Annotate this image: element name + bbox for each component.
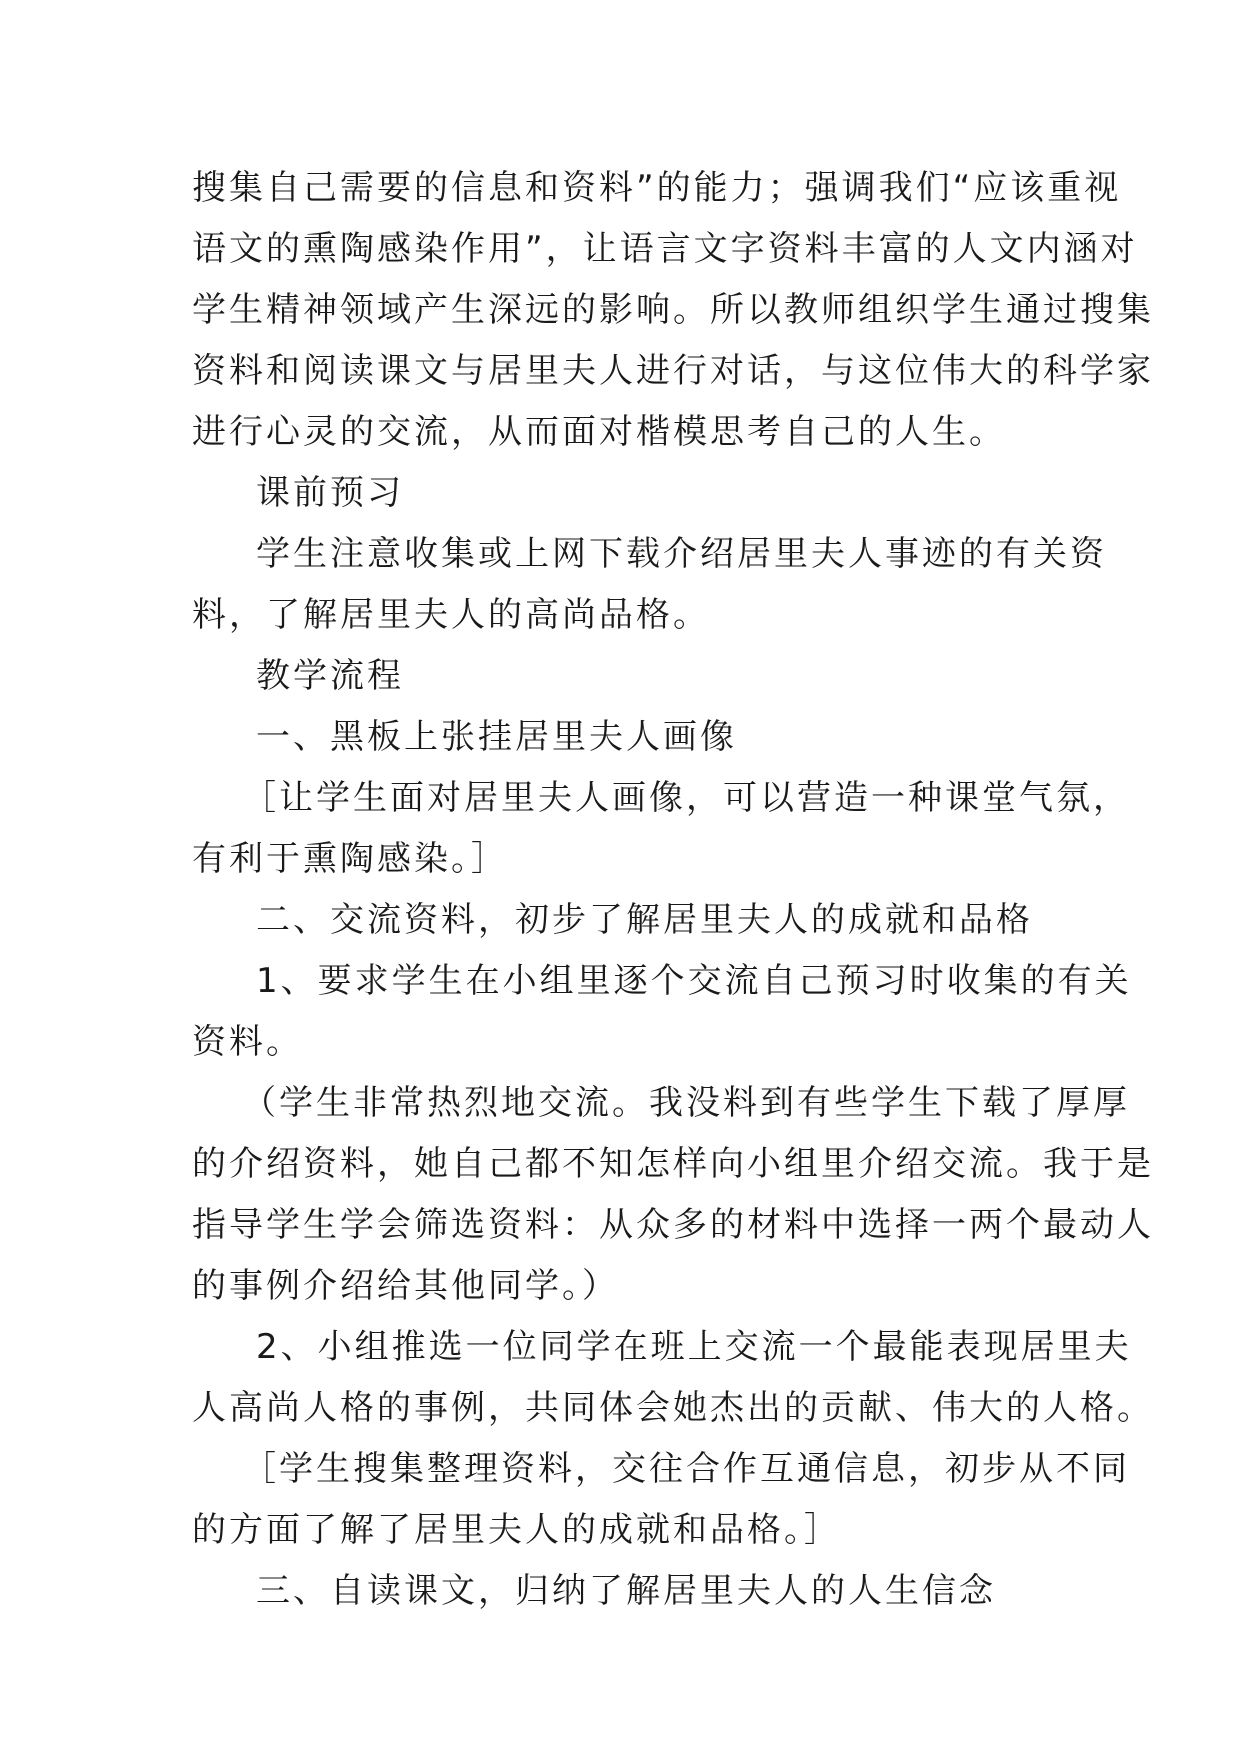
text-line: 资料和阅读课文与居里夫人进行对话，与这位伟大的科学家 [192,351,1154,391]
text-line: 学生精神领域产生深远的影响。所以教师组织学生通过搜集 [192,290,1154,330]
text-line: 的方面了解了居里夫人的成就和品格。］ [192,1510,841,1550]
text-line: 料，了解居里夫人的高尚品格。 [192,595,710,635]
text-line: 有利于熏陶感染。］ [192,839,508,879]
step-heading-3: 三、自读课文，归纳了解居里夫人的人生信念 [256,1571,996,1611]
section-heading-preview: 课前预习 [256,473,404,513]
text-line: 资料。 [192,1022,303,1062]
text-line: 2、小组推选一位同学在班上交流一个最能表现居里夫 [256,1327,1132,1367]
text-line: 1、要求学生在小组里逐个交流自己预习时收集的有关 [256,961,1132,1001]
text-line: ［学生搜集整理资料，交往合作互通信息，初步从不同 [242,1449,1130,1489]
text-line: ［让学生面对居里夫人画像，可以营造一种课堂气氛， [242,778,1130,818]
text-line: 语文的熏陶感染作用”，让语言文字资料丰富的人文内涵对 [192,229,1138,269]
text-line: 指导学生学会筛选资料：从众多的材料中选择一两个最动人 [192,1205,1154,1245]
step-heading-1: 一、黑板上张挂居里夫人画像 [256,717,737,757]
step-heading-2: 二、交流资料，初步了解居里夫人的成就和品格 [256,900,1033,940]
text-line: 的事例介绍给其他同学。） [192,1266,619,1306]
section-heading-process: 教学流程 [256,656,404,696]
text-line: 进行心灵的交流，从而面对楷模思考自己的人生。 [192,412,1006,452]
text-line: 人高尚人格的事例，共同体会她杰出的贡献、伟大的人格。 [192,1388,1154,1428]
text-line: 搜集自己需要的信息和资料”的能力；强调我们“应该重视 [192,168,1122,208]
text-line: （学生非常热烈地交流。我没料到有些学生下载了厚厚 [242,1083,1130,1123]
text-line: 的介绍资料，她自己都不知怎样向小组里介绍交流。我于是 [192,1144,1154,1184]
text-line: 学生注意收集或上网下载介绍居里夫人事迹的有关资 [256,534,1107,574]
body-text [192,158,1154,1622]
